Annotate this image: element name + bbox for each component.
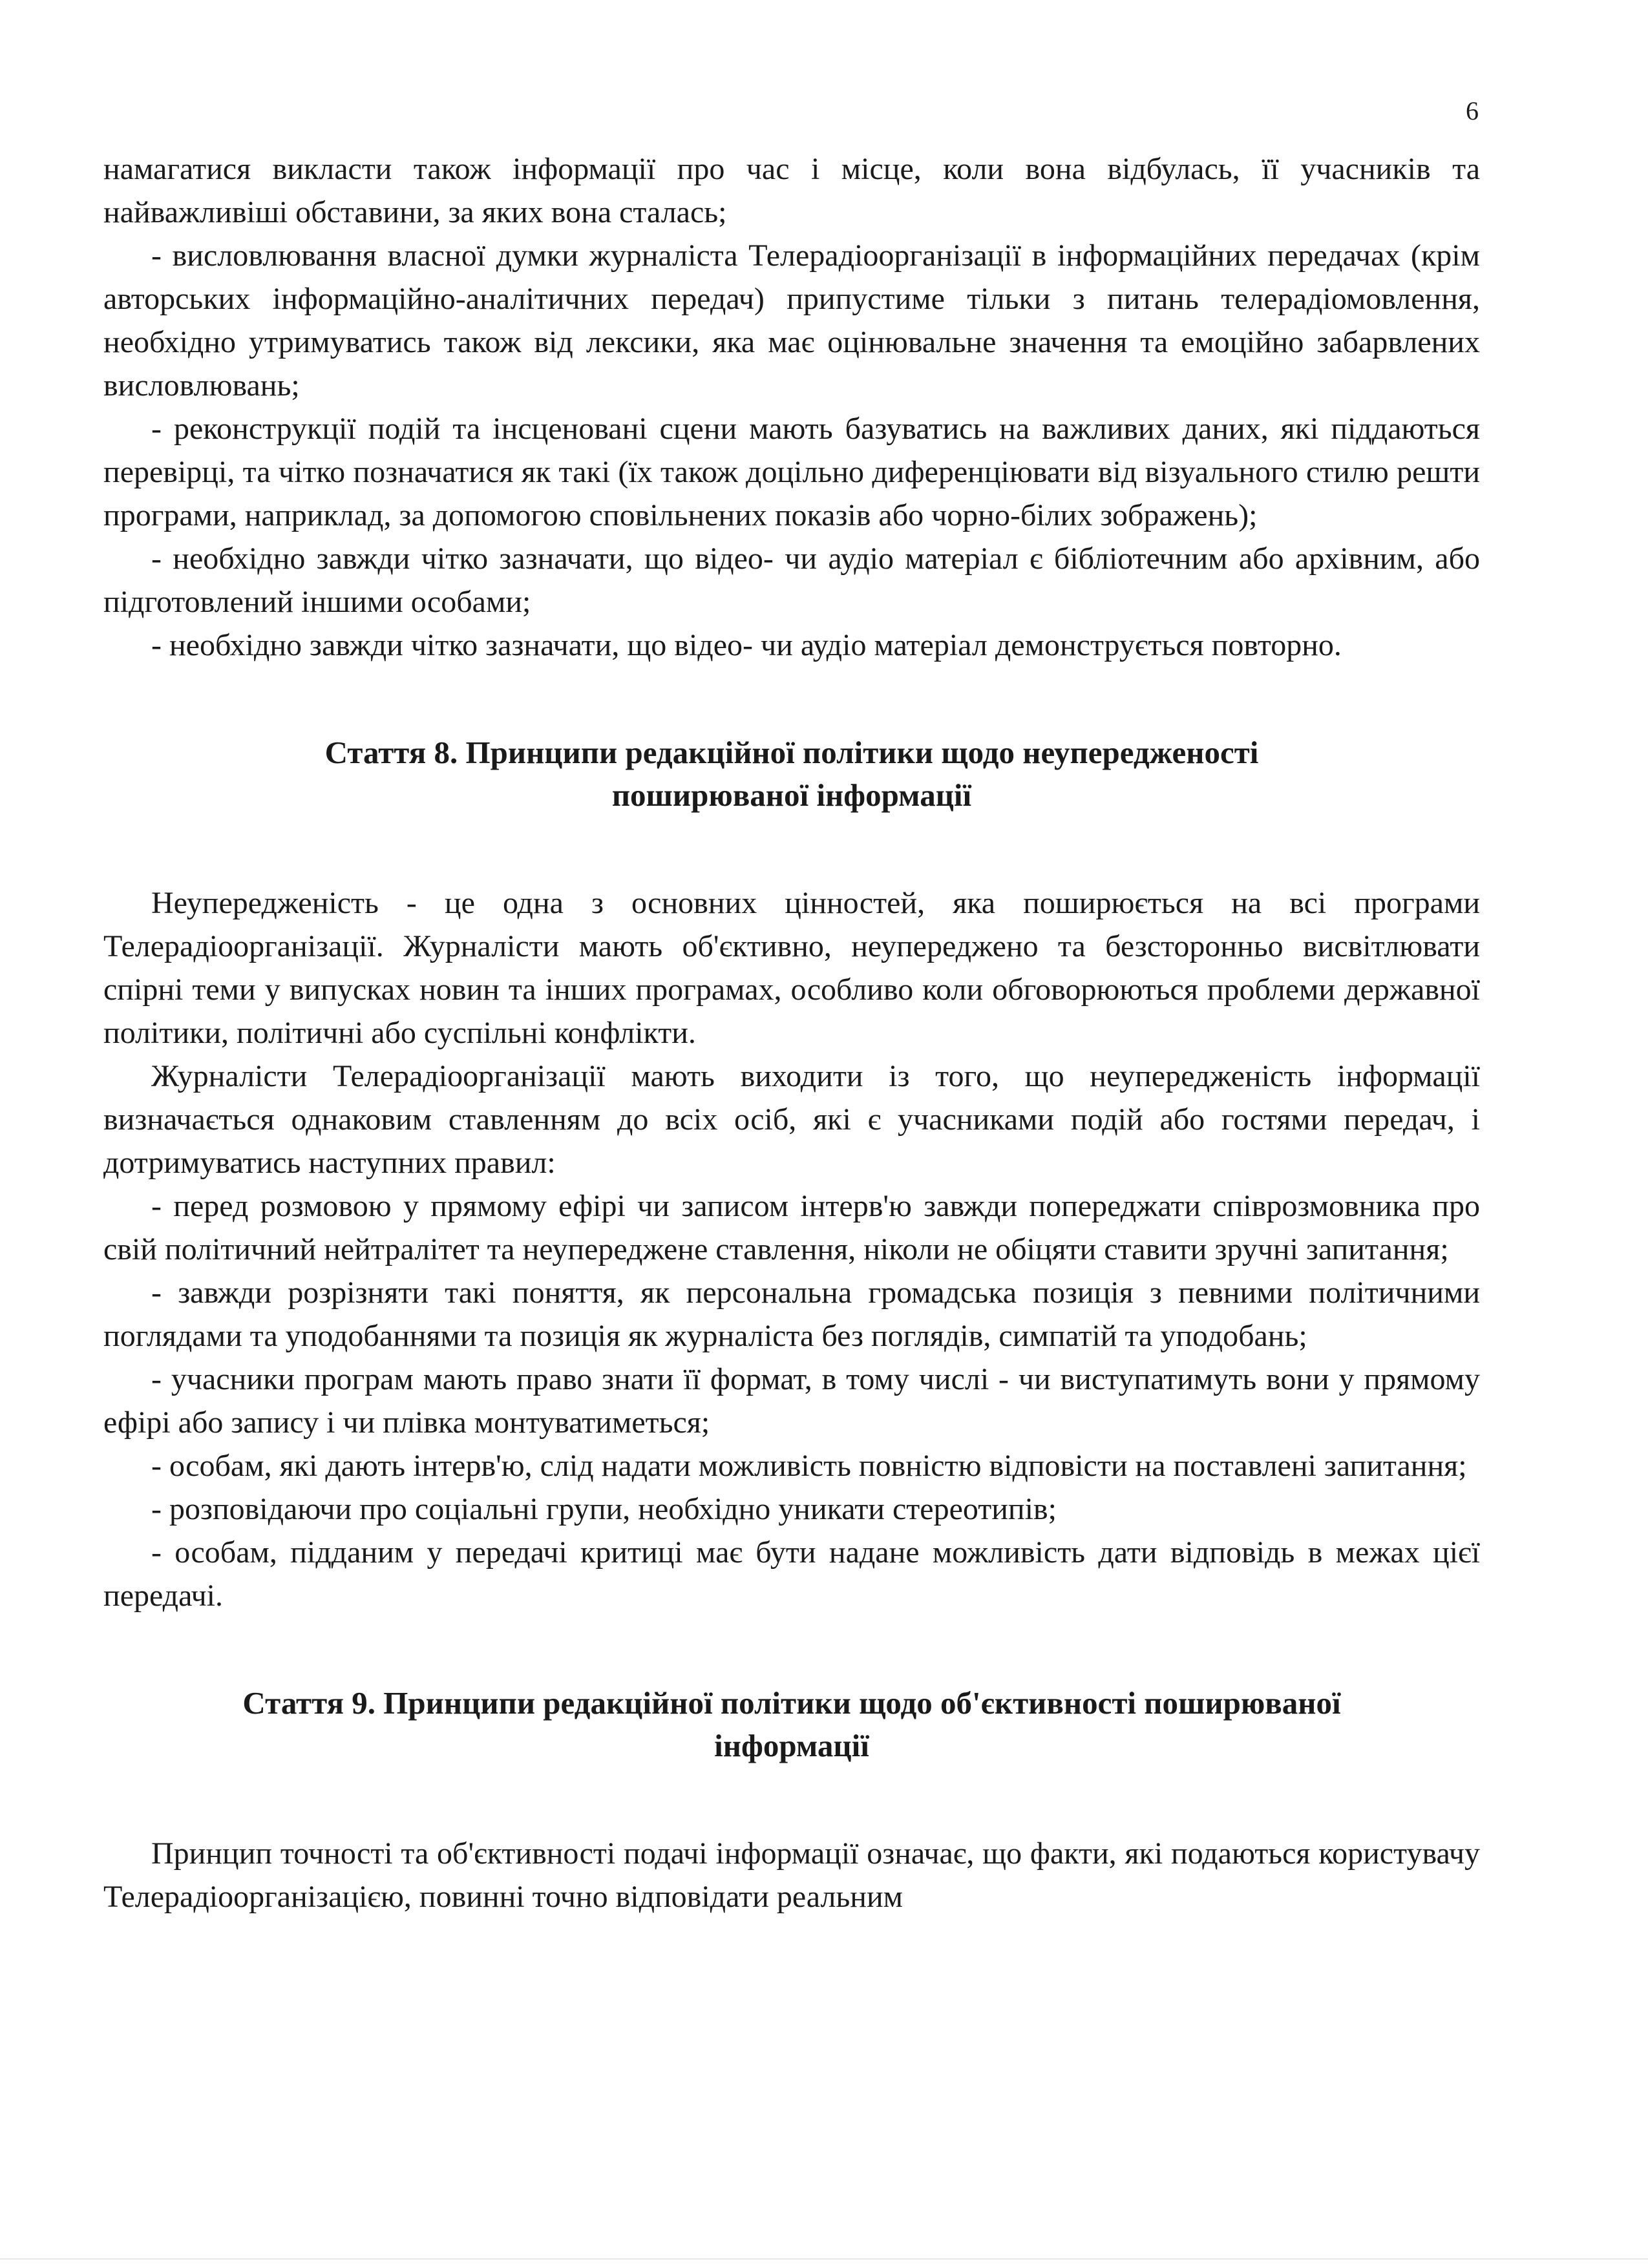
document-body	[103, 147, 1480, 1918]
article-9-title-line-2: інформації	[714, 1728, 869, 1763]
article-9-title-line-1: Стаття 9. Принципи редакційної політики щодо об'єктивності поширюваної	[242, 1685, 1341, 1721]
page-number: 6	[1466, 96, 1479, 125]
list-item: - особам, які дають інтерв'ю, слід надати можливість повністю відповісти на поставлені запитання;	[151, 1449, 1467, 1483]
list-item: - учасники програм мають право знати її формат, в тому числі - чи виступатимуть вони у прямому ефірі або запису і чи плівка монтуватиметься;	[103, 1362, 1480, 1440]
scan-edge-divider	[0, 2258, 1648, 2260]
list-item: - необхідно завжди чітко зазначати, що відео- чи аудіо матеріал демонструється повторно.	[151, 628, 1342, 662]
list-item: - особам, підданим у передачі критиці має бути надане можливість дати відповідь в межах цієї передачі.	[103, 1535, 1480, 1613]
paragraph: Принцип точності та об'єктивності подачі інформації означає, що факти, які подаються користувачу Телерадіоорганізацією, повинні точно відповідати реальним	[103, 1836, 1480, 1914]
list-item: - реконструкції подій та інсценовані сцени мають базуватись на важливих даних, які піддаються перевірці, та чітко позначатися як такі (їх також доцільно диференціювати від візуального стилю решти програми, наприклад, за допомогою сповільнених показів або чорно-білих зображень);	[103, 412, 1480, 532]
list-item: - висловлювання власної думки журналіста Телерадіоорганізації в інформаційних передачах (крім авторських інформаційно-аналітичних передач) припустиме тільки з питань телерадіомовлення, необхідно утримуватись також від лексики, яка має оцінювальне значення та емоційно забарвлених висловлювань;	[103, 238, 1480, 403]
paragraph: Журналісти Телерадіоорганізації мають виходити із того, що неупередженість інформації визначається однаковим ставленням до всіх осіб, які є учасниками подій або гостями передач, і дотримуватись наступних правил:	[103, 1059, 1480, 1180]
article-8-heading	[103, 731, 1480, 817]
paragraph: Неупередженість - це одна з основних цінностей, яка поширюється на всі програми Телерадіоорганізації. Журналісти мають об'єктивно, неупереджено та безсторонньо висвітлювати спірні теми у випусках новин та інших програмах, особливо коли обговорюються проблеми державної політики, політичні або суспільні конфлікти.	[103, 886, 1480, 1050]
article-8-title-line-2: поширюваної інформації	[611, 777, 972, 813]
paragraph: намагатися викласти також інформації про час і місце, коли вона відбулась, її учасників та найважливіші обставини, за яких вона сталась;	[103, 152, 1480, 229]
list-item: - перед розмовою у прямому ефірі чи записом інтерв'ю завжди попереджати співрозмовника про свій політичний нейтралітет та неупереджене ставлення, ніколи не обіцяти ставити зручні запитання;	[103, 1189, 1480, 1266]
article-8-title-line-1: Стаття 8. Принципи редакційної політики щодо неупередженості	[324, 735, 1259, 770]
list-item: - завжди розрізняти такі поняття, як персональна громадська позиція з певними політичними поглядами та уподобаннями та позиція як журналіста без поглядів, симпатій та уподобань;	[103, 1276, 1480, 1353]
list-item: - розповідаючи про соціальні групи, необхідно уникати стереотипів;	[151, 1492, 1057, 1526]
list-item: - необхідно завжди чітко зазначати, що відео- чи аудіо матеріал є бібліотечним або архівним, або підготовлений іншими особами;	[103, 541, 1480, 619]
article-9-heading	[103, 1682, 1480, 1767]
